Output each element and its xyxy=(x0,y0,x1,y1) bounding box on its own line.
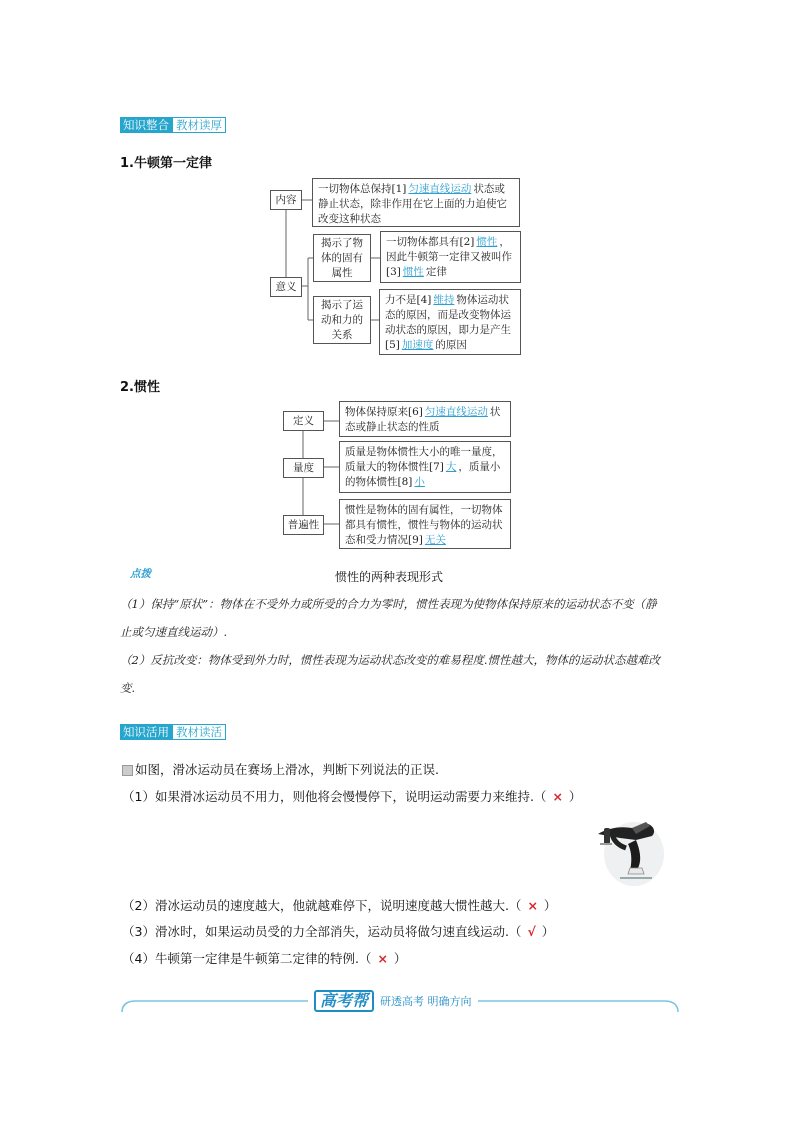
answer-mark-2: × xyxy=(527,898,538,913)
blank-5: 加速度 xyxy=(401,339,434,351)
tag-part1: 知识活用 xyxy=(120,724,172,740)
motion-force-relation-description: 力不是[4] 维持 物体运动状态的原因，而是改变物体运动状态的原因，即力是产生[5] 加速度 的原因 xyxy=(379,289,521,355)
question-item-4: （4）牛顿第一定律是牛顿第二定律的特例.（ × ） xyxy=(122,951,407,966)
blank-3: 惯性 xyxy=(402,266,424,278)
footer-brand xyxy=(308,990,478,1012)
tip-title: 惯性的两种表现形式 xyxy=(335,570,444,584)
answer-mark-4: × xyxy=(377,951,388,966)
gaokaobang-logo: 高考帮 xyxy=(314,990,374,1012)
blank-7: 大 xyxy=(445,461,457,473)
measure-label: 量度 xyxy=(283,458,324,478)
universality-label: 普遍性 xyxy=(283,515,324,535)
tag-part1: 知识整合 xyxy=(120,117,172,133)
question-item-1: （1）如果滑冰运动员不用力，则他将会慢慢停下，说明运动需要力来维持.（ × ） xyxy=(122,789,582,804)
content-description: 一切物体总保持[1] 匀速直线运动 状态或静止状态，除非作用在它上面的力迫使它改变这种状态 xyxy=(312,178,520,227)
blank-6: 匀速直线运动 xyxy=(424,406,488,418)
tip-paragraph-1: （1）保持“原状”：物体在不受外力或所受的合力为零时，惯性表现为使物体保持原来的运动状态不变（静止或匀速直线运动）. xyxy=(120,597,657,639)
speed-skater-image xyxy=(590,816,666,890)
answer-mark-3: √ xyxy=(527,924,536,939)
footer-slogan: 研透高考 明确方向 xyxy=(380,995,472,1008)
heading-newton-first-law: 1.牛顿第一定律 xyxy=(120,156,212,171)
blank-2: 惯性 xyxy=(476,236,498,248)
tip-paragraph-2: （2）反抗改变：物体受到外力时，惯性表现为运动状态改变的难易程度.惯性越大，物体的运动状态越难改变. xyxy=(120,653,660,695)
content-label: 内容 xyxy=(270,190,302,210)
universality-description: 惯性是物体的固有属性，一切物体都具有惯性，惯性与物体的运动状态和受力情况[9] 无关 xyxy=(339,499,511,549)
intrinsic-property-description: 一切物体都具有[2] 惯性 ，因此牛顿第一定律又被叫作[3] 惯性 定律 xyxy=(380,231,521,283)
blank-4: 维持 xyxy=(433,294,455,306)
answer-mark-1: × xyxy=(552,789,563,804)
meaning-label: 意义 xyxy=(270,277,302,297)
measure-description: 质量是物体惯性大小的唯一量度，质量大的物体惯性[7] 大 ，质量小的物体惯性[8] 小 xyxy=(339,441,511,493)
blank-1: 匀速直线运动 xyxy=(408,183,472,195)
question-number-icon xyxy=(122,765,133,776)
question-stem: 如图，滑冰运动员在赛场上滑冰，判断下列说法的正误. xyxy=(122,760,439,778)
tag-part2: 教材读厚 xyxy=(172,117,226,133)
section-tag-knowledge-integration xyxy=(120,117,226,133)
question-item-3: （3）滑冰时，如果运动员受的力全部消失，运动员将做匀速直线运动.（ √ ） xyxy=(122,924,555,939)
definition-label: 定义 xyxy=(283,411,324,431)
section-tag-knowledge-application xyxy=(120,724,226,740)
tip-tag: 点拨 xyxy=(130,568,151,580)
heading-inertia: 2.惯性 xyxy=(120,380,160,395)
blank-9: 无关 xyxy=(424,534,446,546)
motion-force-relation-label: 揭示了运动和力的关系 xyxy=(313,296,371,344)
footer-banner xyxy=(120,988,680,1018)
tag-part2: 教材读活 xyxy=(172,724,226,740)
question-item-2: （2）滑冰运动员的速度越大，他就越难停下，说明速度越大惯性越大.（ × ） xyxy=(122,898,557,913)
definition-description: 物体保持原来[6] 匀速直线运动 状态或静止状态的性质 xyxy=(339,401,511,437)
blank-8: 小 xyxy=(414,476,425,488)
intrinsic-property-label: 揭示了物体的固有属性 xyxy=(313,234,371,282)
